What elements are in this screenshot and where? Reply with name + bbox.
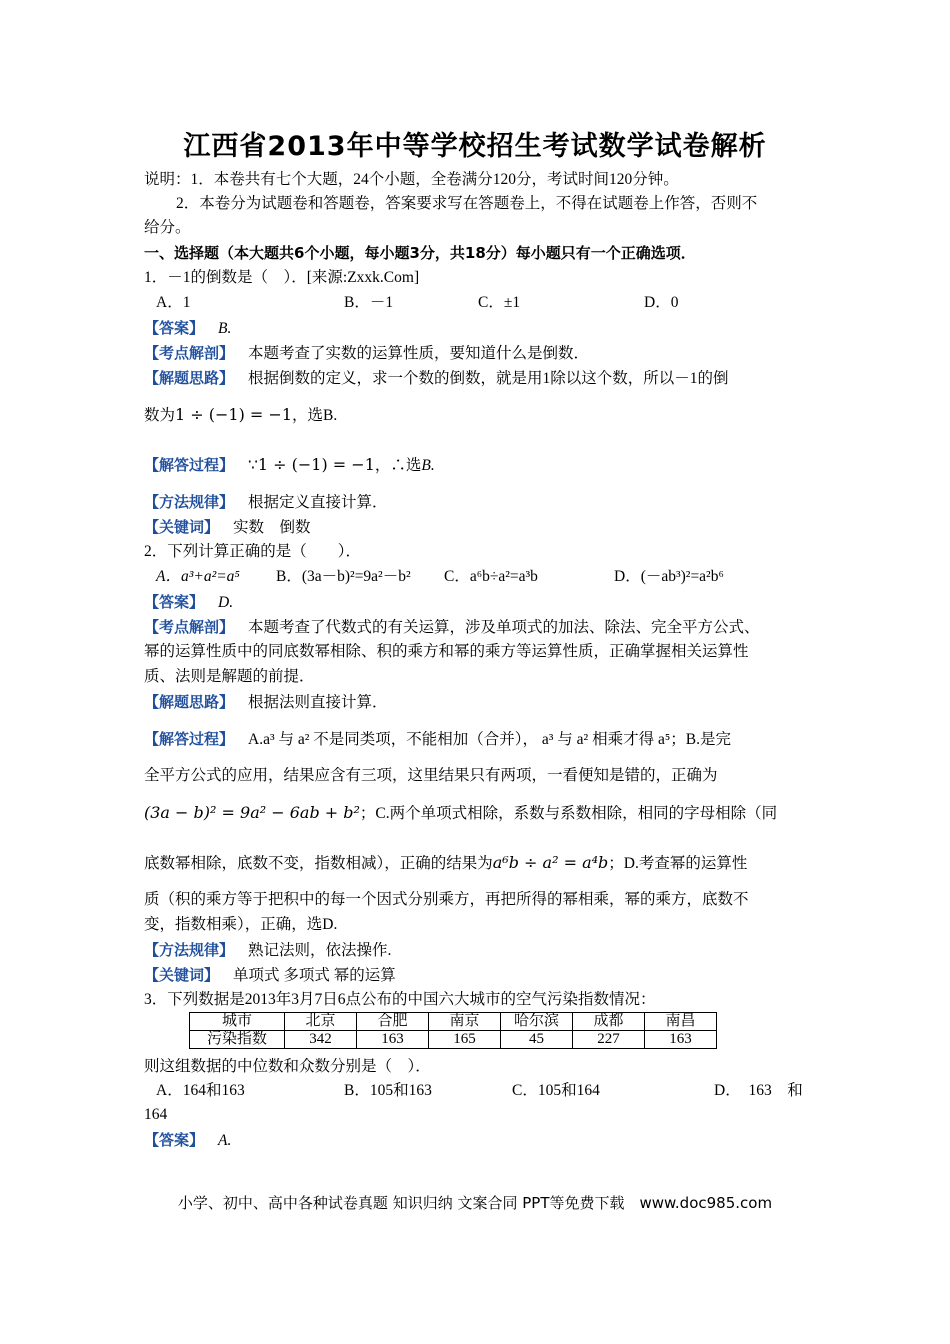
q2-option-c: C．a⁶b÷a²=a³b xyxy=(444,568,538,585)
page-footer: 小学、初中、高中各种试卷真题 知识归纳 文案合同 PPT等免费下载 www.doc985.com xyxy=(177,1194,773,1212)
q2-method xyxy=(144,940,808,961)
q3-option-d-continued: 164 xyxy=(144,1106,168,1123)
q2-analysis-line3: 质、法则是解题的前提． xyxy=(144,668,315,685)
table-cell: 165 xyxy=(429,1031,501,1049)
table-cell: 南昌 xyxy=(645,1013,717,1031)
table-cell: 163 xyxy=(645,1031,717,1049)
q2-process-text-3: ；C.两个单项式相除，系数与系数相除，相同的字母相除（同 xyxy=(359,805,778,822)
table-cell: 哈尔滨 xyxy=(501,1013,573,1031)
q1-option-c: C．±1 xyxy=(478,294,521,311)
q1-process-choice: B. xyxy=(421,457,435,474)
q1-method xyxy=(144,492,808,513)
q3-answer xyxy=(144,1130,808,1151)
q2-process-text-1: A.a³ 与 a² 不是同类项，不能相加（合并）， a³ 与 a² 相乘才得 a⁵；B.是完 xyxy=(248,731,731,748)
method-label: 【方法规律】 xyxy=(144,941,235,959)
process-label: 【解答过程】 xyxy=(144,730,235,748)
q1-process-therefore: ，∴选 xyxy=(374,457,422,474)
q2-answer-value: D. xyxy=(218,594,234,611)
q2-process xyxy=(144,729,808,750)
answer-label: 【答案】 xyxy=(144,593,205,611)
q1-stem: 1．－1的倒数是（ ）．[来源:Zxxk.Com] xyxy=(144,269,420,286)
q3-option-a: A．164和163 xyxy=(156,1082,245,1099)
analysis-label: 【考点解剖】 xyxy=(144,618,235,636)
q2-process-formula-1: (3a − b)² = 9a² − 6ab + b² xyxy=(144,803,360,822)
keywords-label: 【关键词】 xyxy=(144,518,220,536)
q1-option-b: B．－1 xyxy=(344,294,394,311)
idea-label: 【解题思路】 xyxy=(144,693,235,711)
answer-label: 【答案】 xyxy=(144,319,205,337)
answer-label: 【答案】 xyxy=(144,1131,205,1149)
q1-keywords xyxy=(144,517,808,538)
table-cell: 污染指数 xyxy=(190,1031,285,1049)
q1-process-because: ∵ xyxy=(248,457,258,474)
q2-idea-text: 根据法则直接计算． xyxy=(248,694,388,711)
table-header-row xyxy=(190,1013,717,1031)
q3-question: 则这组数据的中位数和众数分别是（ ）． xyxy=(144,1058,431,1075)
method-label: 【方法规律】 xyxy=(144,493,235,511)
q1-keywords-text: 实数 倒数 xyxy=(233,519,311,536)
q2-option-a: A．a³+a²=a⁵ xyxy=(156,568,240,585)
note-line-2: 2．本卷分为试题卷和答题卷，答案要求写在答题卷上，不得在试题卷上作答，否则不 xyxy=(176,195,758,212)
table-cell: 45 xyxy=(501,1031,573,1049)
q2-process-line6: 变，指数相乘），正确，选D. xyxy=(144,916,338,933)
table-cell: 城市 xyxy=(190,1013,285,1031)
q2-keywords-text: 单项式 多项式 幂的运算 xyxy=(233,967,396,984)
q1-process-formula: 1 ÷ (−1) = −1 xyxy=(257,455,375,474)
q2-analysis xyxy=(144,617,808,638)
process-label: 【解答过程】 xyxy=(144,456,235,474)
pollution-table xyxy=(189,1012,717,1049)
q2-process-line4 xyxy=(144,853,808,874)
q1-idea-line2 xyxy=(144,405,808,426)
q1-idea-text: 根据倒数的定义，求一个数的倒数，就是用1除以这个数，所以－1的倒 xyxy=(248,370,729,387)
note-line-1: 说明：1．本卷共有七个大题，24个小题，全卷满分120分，考试时间120分钟。 xyxy=(144,171,679,188)
q2-option-b: B．(3a－b)²=9a²－b² xyxy=(276,568,411,585)
q2-keywords xyxy=(144,965,808,986)
q2-analysis-line2: 幂的运算性质中的同底数幂相除、积的乘方和幂的乘方等运算性质，正确掌握相关运算性 xyxy=(144,643,749,660)
q3-stem: 3．下列数据是2013年3月7日6点公布的中国六大城市的空气污染指数情况： xyxy=(144,991,656,1008)
q2-process-line2: 全平方公式的应用，结果应含有三项，这里结果只有两项，一看便知是错的，正确为 xyxy=(144,767,718,784)
table-cell: 成都 xyxy=(573,1013,645,1031)
analysis-label: 【考点解剖】 xyxy=(144,344,235,362)
q1-method-text: 根据定义直接计算． xyxy=(248,494,388,511)
q1-idea xyxy=(144,368,808,389)
q3-option-b: B．105和163 xyxy=(344,1082,432,1099)
q1-option-d: D．0 xyxy=(644,294,679,311)
q2-option-d: D．(－ab³)²=a²b⁶ xyxy=(614,568,724,585)
note-line-3: 给分。 xyxy=(144,219,191,236)
table-cell: 北京 xyxy=(285,1013,357,1031)
table-cell: 南京 xyxy=(429,1013,501,1031)
keywords-label: 【关键词】 xyxy=(144,966,220,984)
q1-idea-formula: 1 ÷ (−1) = −1 xyxy=(175,405,293,424)
q1-idea-text-2b: ，选B. xyxy=(292,407,338,424)
q1-analysis-text: 本题考查了实数的运算性质，要知道什么是倒数． xyxy=(248,345,590,362)
q2-method-text: 熟记法则，依法操作. xyxy=(248,942,392,959)
table-cell: 163 xyxy=(357,1031,429,1049)
q1-analysis xyxy=(144,343,808,364)
q2-answer xyxy=(144,592,808,613)
q1-answer xyxy=(144,318,808,339)
idea-label: 【解题思路】 xyxy=(144,369,235,387)
page-title: 江西省2013年中等学校招生考试数学试卷解析 xyxy=(183,131,767,162)
q1-option-a: A．1 xyxy=(156,294,191,311)
q2-analysis-text-1: 本题考查了代数式的有关运算，涉及单项式的加法、除法、完全平方公式、 xyxy=(248,619,760,636)
section-heading: 一、选择题（本大题共6个小题，每小题3分，共18分）每小题只有一个正确选项． xyxy=(144,244,696,262)
q1-process xyxy=(144,455,808,476)
q2-stem: 2．下列计算正确的是（ ）． xyxy=(144,543,362,560)
table-cell: 342 xyxy=(285,1031,357,1049)
q2-process-formula-2: a⁶b ÷ a² = a⁴b xyxy=(492,853,609,872)
q2-process-text-4a: 底数幂相除，底数不变，指数相减），正确的结果为 xyxy=(144,855,493,872)
q3-option-c: C．105和164 xyxy=(512,1082,600,1099)
q2-process-line3 xyxy=(144,803,808,824)
q2-process-text-4b: ；D.考查幂的运算性 xyxy=(608,855,748,872)
q2-process-line5: 质（积的乘方等于把积中的每一个因式分别乘方，再把所得的幂相乘，幂的乘方，底数不 xyxy=(144,891,749,908)
table-row xyxy=(190,1031,717,1049)
table-cell: 227 xyxy=(573,1031,645,1049)
q2-idea xyxy=(144,692,808,713)
table-cell: 合肥 xyxy=(357,1013,429,1031)
q3-option-d: D． 163 和 xyxy=(714,1082,803,1099)
q1-idea-text-2a: 数为 xyxy=(144,407,176,424)
q1-answer-value: B. xyxy=(218,320,232,337)
q3-answer-value: A. xyxy=(218,1132,232,1149)
